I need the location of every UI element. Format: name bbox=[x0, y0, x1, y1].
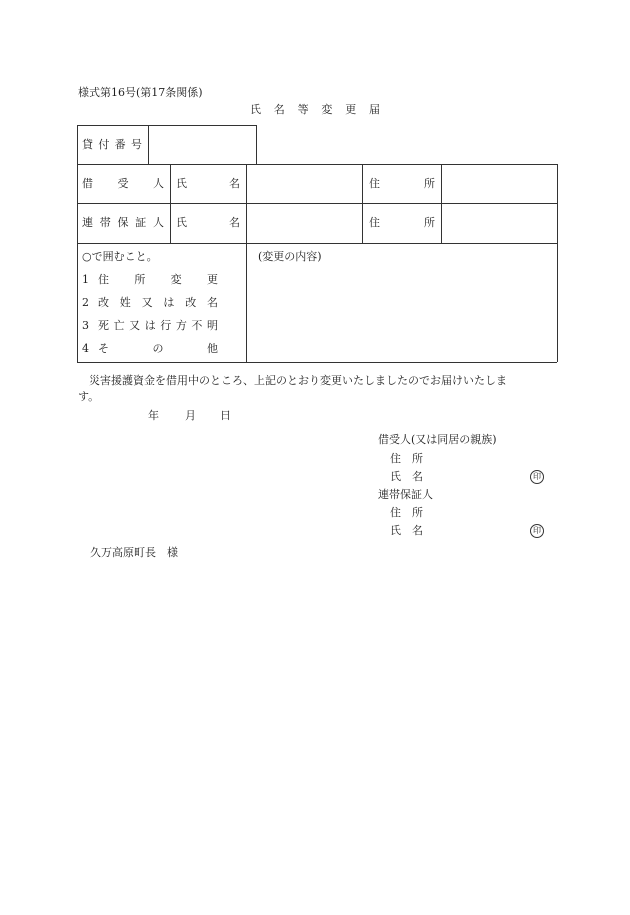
option-death-missing[interactable] bbox=[98, 319, 218, 333]
label-char: 他 bbox=[207, 342, 218, 355]
label-char: 受 bbox=[117, 177, 129, 190]
body-text: す。 bbox=[78, 390, 100, 403]
label-char: 行 bbox=[160, 319, 172, 332]
label-char: 名 bbox=[206, 296, 218, 309]
body-text: 災害援護資金を借用中のところ、上記のとおり変更いたしましたのでお届けいたしま bbox=[78, 374, 507, 387]
label-char: 所 bbox=[424, 177, 435, 190]
label-char: 帯 bbox=[99, 216, 111, 229]
option-name-change[interactable] bbox=[98, 296, 218, 310]
seal-icon: 印 bbox=[530, 524, 544, 538]
addressee: 久万高原町長 様 bbox=[90, 546, 178, 559]
rule bbox=[170, 164, 171, 243]
option-number: 3 bbox=[82, 319, 89, 332]
form-number: 様式第16号(第17条関係) bbox=[78, 86, 203, 99]
label-char: 号 bbox=[130, 138, 142, 151]
label-char: そ bbox=[98, 342, 109, 355]
borrower-name-label bbox=[176, 177, 240, 191]
guarantor-address-label bbox=[369, 216, 435, 230]
label-char: 更 bbox=[345, 103, 357, 116]
label-char: 所 bbox=[134, 273, 146, 286]
label-char: 改 bbox=[98, 296, 109, 309]
label-char: 届 bbox=[368, 103, 380, 116]
rule bbox=[77, 125, 257, 126]
guarantor-signature-heading: 連帯保証人 bbox=[378, 488, 433, 501]
option-number: 4 bbox=[82, 342, 89, 355]
label-char: 名 bbox=[229, 177, 240, 190]
label-char: 又 bbox=[129, 319, 141, 332]
label-char: 等 bbox=[297, 103, 309, 116]
label-char: 変 bbox=[321, 103, 333, 116]
label-char: 死 bbox=[98, 319, 109, 332]
form-title bbox=[250, 103, 380, 117]
guarantor-signature-name: 氏 名 bbox=[390, 524, 423, 537]
rule bbox=[362, 164, 363, 243]
borrower-signature-address: 住 所 bbox=[390, 452, 423, 465]
rule bbox=[256, 125, 257, 164]
label-char: 住 bbox=[98, 273, 109, 286]
seal-icon: 印 bbox=[530, 470, 544, 484]
label-char: 住 bbox=[369, 177, 380, 190]
label-char: 改 bbox=[185, 296, 197, 309]
label-char: 人 bbox=[153, 177, 164, 190]
label-char: 証 bbox=[135, 216, 147, 229]
rule bbox=[77, 164, 557, 165]
guarantor-signature-address: 住 所 bbox=[390, 506, 423, 519]
loan-number-label bbox=[82, 138, 142, 152]
label-char: 氏 bbox=[176, 177, 187, 190]
label-char: 方 bbox=[175, 319, 187, 332]
label-char: は bbox=[144, 319, 156, 332]
borrower-signature-heading: 借受人(又は同居の親族) bbox=[378, 433, 497, 446]
label-char: 姓 bbox=[119, 296, 131, 309]
rule bbox=[246, 164, 247, 362]
label-char: 名 bbox=[229, 216, 240, 229]
rule bbox=[441, 164, 442, 243]
label-char: 借 bbox=[82, 177, 93, 190]
label-char: 人 bbox=[153, 216, 164, 229]
date-year: 年 bbox=[148, 409, 159, 422]
rule bbox=[77, 362, 557, 363]
label-char: 又 bbox=[141, 296, 153, 309]
option-address-change[interactable] bbox=[98, 273, 218, 287]
rule bbox=[77, 203, 557, 204]
options-instruction: ○で囲むこと。 bbox=[82, 250, 158, 263]
label-char: 所 bbox=[424, 216, 435, 229]
label-char: は bbox=[163, 296, 175, 309]
option-number: 2 bbox=[82, 296, 89, 309]
label-char: 住 bbox=[369, 216, 380, 229]
label-char: 保 bbox=[117, 216, 129, 229]
label-char: 名 bbox=[273, 103, 285, 116]
label-char: 氏 bbox=[250, 103, 261, 116]
label-char: 連 bbox=[82, 216, 93, 229]
label-char: 氏 bbox=[176, 216, 187, 229]
label-char: 貸 bbox=[82, 138, 93, 151]
guarantor-name-label bbox=[176, 216, 240, 230]
label-char: 明 bbox=[206, 319, 218, 332]
borrower-label bbox=[82, 177, 164, 191]
borrower-signature-name: 氏 名 bbox=[390, 470, 423, 483]
label-char: 変 bbox=[170, 273, 182, 286]
option-number: 1 bbox=[82, 273, 89, 286]
label-char: 付 bbox=[98, 138, 110, 151]
label-char: 不 bbox=[191, 319, 203, 332]
change-details-label: (変更の内容) bbox=[258, 250, 322, 263]
label-char: の bbox=[152, 342, 164, 355]
rule bbox=[148, 125, 149, 164]
label-char: 亡 bbox=[113, 319, 125, 332]
label-char: 更 bbox=[206, 273, 218, 286]
rule bbox=[77, 243, 557, 244]
date-day: 日 bbox=[220, 409, 231, 422]
rule bbox=[557, 164, 558, 362]
date-month: 月 bbox=[185, 409, 196, 422]
borrower-address-label bbox=[369, 177, 435, 191]
guarantor-label bbox=[82, 216, 164, 230]
option-other[interactable] bbox=[98, 342, 218, 356]
label-char: 番 bbox=[114, 138, 126, 151]
